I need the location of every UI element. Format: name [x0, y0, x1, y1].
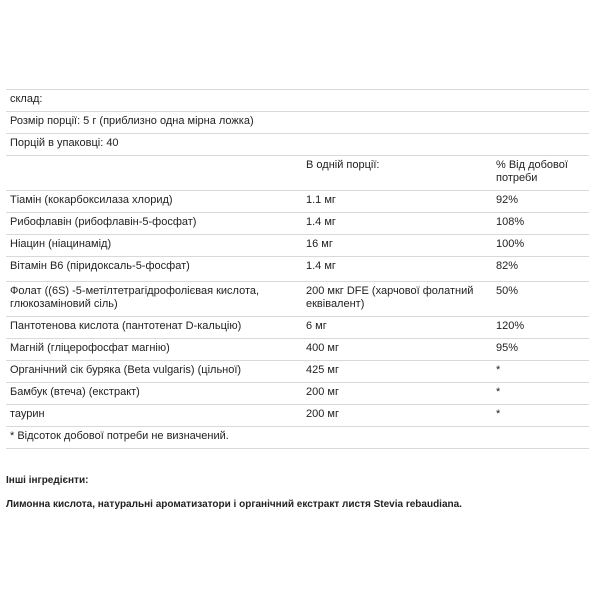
serving-size-row: [6, 112, 589, 134]
nutrient-name: Магній (гліцерофосфат магнію): [6, 339, 302, 361]
nutrient-daily-value: 120%: [492, 317, 589, 339]
nutrient-daily-value: 108%: [492, 213, 589, 235]
nutrient-name: Органічний сік буряка (Beta vulgaris) (цільної): [6, 361, 302, 383]
composition-label: склад:: [6, 90, 589, 112]
table-row: [6, 235, 589, 257]
nutrient-name: Рибофлавін (рибофлавін-5-фосфат): [6, 213, 302, 235]
table-row: [6, 282, 589, 317]
other-ingredients-text: Лимонна кислота, натуральні ароматизатори і органічний екстракт листя Stevia rebaudiana.: [6, 499, 462, 510]
nutrient-daily-value: *: [492, 405, 589, 427]
nutrient-amount: 1.4 мг: [302, 213, 492, 235]
table-row: [6, 317, 589, 339]
nutrient-name: таурин: [6, 405, 302, 427]
nutrient-amount: 200 мкг DFE (харчової фолатний еквівалент): [302, 282, 492, 317]
other-ingredients-title: Інші інгредієнти:: [6, 475, 89, 486]
table-row: [6, 257, 589, 282]
nutrient-daily-value: *: [492, 383, 589, 405]
nutrient-name: Ніацин (ніацинамід): [6, 235, 302, 257]
nutrient-daily-value: 82%: [492, 257, 589, 282]
nutrient-daily-value: 95%: [492, 339, 589, 361]
nutrient-amount: 200 мг: [302, 383, 492, 405]
servings-per-container-row: [6, 134, 589, 156]
nutrient-name: Вітамін В6 (піридоксаль-5-фосфат): [6, 257, 302, 282]
footnote: * Відсоток добової потреби не визначений.: [6, 427, 589, 449]
nutrient-name: Тіамін (кокарбоксилаза хлорид): [6, 191, 302, 213]
nutrient-amount: 1.1 мг: [302, 191, 492, 213]
nutrient-daily-value: *: [492, 361, 589, 383]
header-per-serving: В одній порції:: [302, 156, 492, 191]
composition-row: [6, 90, 589, 112]
serving-size: Розмір порції: 5 г (приблизно одна мірна ложка): [6, 112, 589, 134]
nutrient-daily-value: 92%: [492, 191, 589, 213]
nutrient-amount: 1.4 мг: [302, 257, 492, 282]
table-row: [6, 383, 589, 405]
table-row: [6, 339, 589, 361]
nutrient-amount: 6 мг: [302, 317, 492, 339]
header-empty-cell: [6, 156, 302, 191]
table-row: [6, 405, 589, 427]
nutrient-amount: 400 мг: [302, 339, 492, 361]
header-daily-value: % Від добової потреби: [492, 156, 589, 191]
nutrient-daily-value: 50%: [492, 282, 589, 317]
nutrient-name: Фолат ((6S) -5-метілтетрагідрофолієвая кислота, глюкозаміновий сіль): [6, 282, 302, 317]
supplement-facts-table: [6, 89, 589, 449]
nutrient-amount: 200 мг: [302, 405, 492, 427]
nutrient-amount: 16 мг: [302, 235, 492, 257]
footnote-row: [6, 427, 589, 449]
servings-per-container: Порцій в упаковці: 40: [6, 134, 589, 156]
table-row: [6, 361, 589, 383]
table-row: [6, 191, 589, 213]
nutrient-name: Бамбук (втеча) (екстракт): [6, 383, 302, 405]
nutrient-name: Пантотенова кислота (пантотенат D-кальцію): [6, 317, 302, 339]
nutrient-daily-value: 100%: [492, 235, 589, 257]
header-row: [6, 156, 589, 191]
table-row: [6, 213, 589, 235]
nutrient-amount: 425 мг: [302, 361, 492, 383]
